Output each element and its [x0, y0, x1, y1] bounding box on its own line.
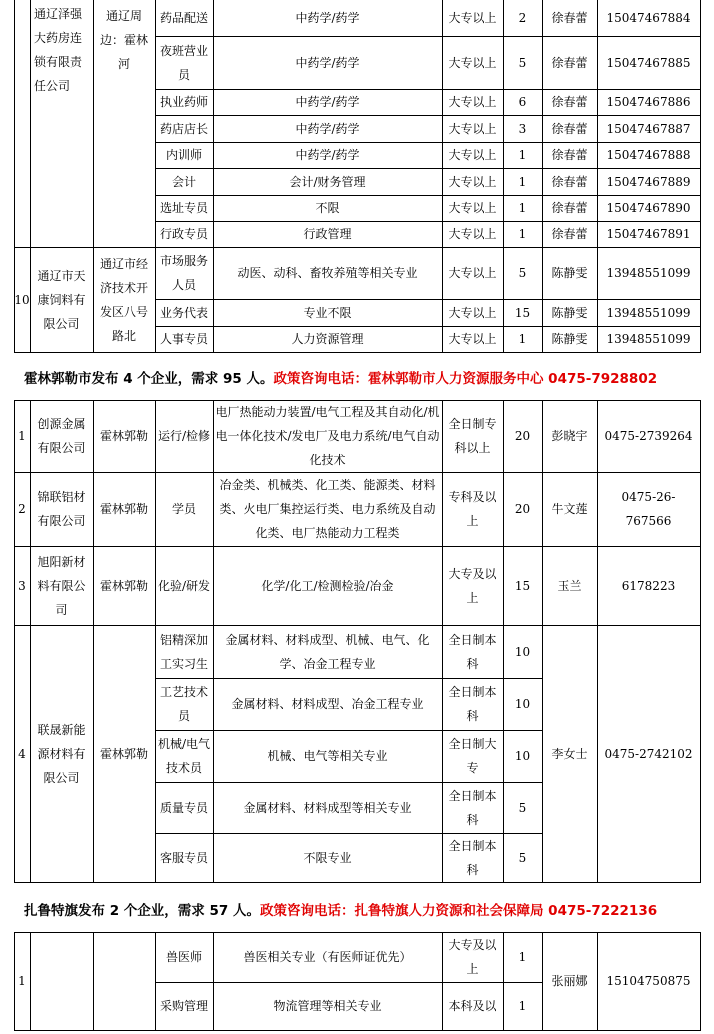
major-requirement: 兽医相关专业（有医师证优先） — [243, 950, 412, 964]
position-title: 业务代表 — [159, 305, 208, 320]
company-name: 锦联铝材有限公司 — [37, 490, 86, 528]
table-rule — [93, 932, 94, 1031]
position-title: 人事专员 — [159, 332, 208, 346]
contact-phone: 0475-26-767566 — [621, 490, 676, 528]
headcount: 5 — [518, 55, 527, 70]
table-rule — [155, 352, 701, 353]
position-title: 药店店长 — [159, 121, 208, 136]
headcount: 1 — [518, 201, 527, 215]
contact-person: 李女士 — [551, 746, 588, 761]
table-rule — [14, 882, 701, 883]
company-location: 霍林郭勒 — [99, 502, 148, 516]
headcount: 1 — [518, 999, 527, 1013]
contact-person: 张丽娜 — [551, 974, 588, 988]
contact-phone: 13948551099 — [606, 266, 691, 280]
position-title: 铝精深加工实习生 — [159, 632, 208, 671]
company-location: 通辽周边：霍林河 — [99, 9, 148, 71]
contact-person: 徐春蕾 — [551, 55, 588, 70]
position-title: 行政专员 — [159, 227, 208, 241]
row-index: 1 — [18, 974, 26, 988]
contact-person: 徐春蕾 — [551, 174, 588, 189]
contact-phone: 0475-2742102 — [604, 746, 693, 761]
contact-person: 徐春蕾 — [551, 148, 588, 162]
education-level: 大专以上 — [448, 95, 497, 109]
headcount: 15 — [514, 305, 531, 320]
major-requirement: 化学/化工/检测检验/冶金 — [261, 578, 394, 593]
contact-person: 彭晓宇 — [551, 429, 588, 443]
section-summary: 霍林郭勒市发布 4 个企业，需求 95 人。 — [24, 371, 274, 387]
contact-phone: 15047467884 — [606, 11, 691, 25]
headcount: 1 — [518, 174, 527, 189]
contact-person: 陈静雯 — [551, 266, 588, 280]
contact-person: 徐春蕾 — [551, 11, 588, 25]
contact-phone: 15047467887 — [606, 121, 691, 136]
major-requirement: 中药学/药学 — [295, 11, 360, 25]
major-requirement: 物流管理等相关专业 — [273, 999, 382, 1013]
headcount: 6 — [518, 95, 527, 109]
position-title: 客服专员 — [159, 850, 208, 865]
company-name: 旭阳新材料有限公司 — [37, 554, 86, 617]
major-requirement: 专业不限 — [303, 305, 352, 320]
row-index: 3 — [18, 578, 26, 593]
education-level: 全日制大专 — [448, 737, 497, 775]
company-name: 通辽市天康饲料有限公司 — [37, 268, 86, 331]
headcount: 3 — [518, 121, 527, 136]
education-level: 大专以上 — [448, 174, 497, 189]
contact-person: 徐春蕾 — [551, 201, 588, 215]
education-level: 全日制专科以上 — [448, 417, 497, 455]
headcount: 5 — [518, 850, 527, 865]
education-level: 大专以上 — [448, 55, 497, 70]
headcount: 20 — [514, 502, 531, 516]
position-title: 运行/检修 — [157, 429, 211, 443]
major-requirement: 中药学/药学 — [295, 95, 360, 109]
major-requirement: 机械、电气等相关专业 — [267, 749, 388, 763]
position-title: 学员 — [171, 502, 196, 516]
company-location: 通辽市经济技术开发区八号路北 — [99, 256, 148, 343]
education-level: 大专及以上 — [448, 938, 497, 976]
table-rule — [14, 0, 15, 248]
education-level: 大专以上 — [448, 11, 497, 25]
headcount: 10 — [514, 697, 531, 711]
major-requirement: 冶金类、机械类、化工类、能源类、材料类、火电厂集控运行类、电力系统及自动化类、电厂热能动力工程类 — [219, 478, 436, 540]
headcount: 15 — [514, 578, 531, 593]
contact-phone: 15047467886 — [606, 95, 691, 109]
company-location: 霍林郭勒 — [99, 746, 148, 761]
education-level: 专科及以上 — [448, 490, 497, 528]
headcount: 1 — [518, 950, 527, 964]
headcount: 1 — [518, 148, 527, 162]
education-level: 大专以上 — [448, 121, 497, 136]
company-name: 创源金属有限公司 — [37, 417, 86, 455]
position-title: 工艺技术员 — [159, 685, 208, 723]
table-rule — [700, 247, 701, 353]
position-title: 夜班营业员 — [159, 43, 208, 82]
education-level: 全日制本科 — [448, 632, 497, 671]
major-requirement: 中药学/药学 — [295, 148, 360, 162]
major-requirement: 会计/财务管理 — [289, 174, 366, 189]
position-title: 质量专员 — [159, 800, 208, 815]
position-title: 内训师 — [165, 148, 202, 162]
contact-person: 陈静雯 — [551, 332, 588, 346]
headcount: 5 — [518, 266, 527, 280]
position-title: 市场服务人员 — [159, 254, 208, 292]
headcount: 1 — [518, 227, 527, 241]
company-location: 霍林郭勒 — [99, 578, 148, 593]
contact-phone: 13948551099 — [606, 305, 691, 320]
contact-phone: 15047467891 — [606, 227, 691, 241]
headcount: 1 — [518, 332, 527, 346]
contact-phone: 0475-2739264 — [604, 429, 693, 443]
position-title: 会计 — [171, 174, 196, 189]
contact-phone: 15047467889 — [606, 174, 691, 189]
education-level: 大专以上 — [448, 201, 497, 215]
major-requirement: 行政管理 — [303, 227, 352, 241]
position-title: 兽医师 — [165, 950, 202, 964]
section-header — [24, 886, 714, 932]
policy-hotline: 政策咨询电话：扎鲁特旗人力资源和社会保障局 0475-7222136 — [259, 903, 658, 919]
row-index: 4 — [18, 746, 26, 761]
row-index: 2 — [18, 502, 26, 516]
education-level: 大专以上 — [448, 332, 497, 346]
contact-phone: 15104750875 — [606, 974, 691, 988]
position-title: 选址专员 — [159, 201, 208, 215]
table-rule — [700, 625, 701, 883]
education-level: 全日制本科 — [448, 838, 497, 877]
position-title: 执业药师 — [159, 95, 208, 109]
table-rule — [700, 0, 701, 248]
position-title: 化验/研发 — [157, 578, 211, 593]
headcount: 5 — [518, 800, 527, 815]
contact-person: 徐春蕾 — [551, 95, 588, 109]
education-level: 大专及以上 — [448, 566, 497, 605]
major-requirement: 金属材料、材料成型、机械、电气、化学、冶金工程专业 — [225, 632, 430, 671]
company-name: 联晟新能源材料有限公司 — [37, 722, 86, 785]
contact-person: 徐春蕾 — [551, 121, 588, 136]
major-requirement: 不限 — [315, 201, 340, 215]
position-title: 机械/电气技术员 — [157, 737, 211, 775]
contact-phone: 15047467890 — [606, 201, 691, 215]
education-level: 大专以上 — [448, 266, 497, 280]
contact-phone: 6178223 — [621, 578, 676, 593]
table-rule — [14, 352, 156, 353]
education-level: 全日制本科 — [448, 685, 497, 723]
headcount: 10 — [514, 644, 531, 659]
headcount: 20 — [514, 429, 531, 443]
policy-hotline: 政策咨询电话：霍林郭勒市人力资源服务中心 0475-7928802 — [273, 371, 658, 387]
section-summary: 扎鲁特旗发布 2 个企业，需求 57 人。 — [24, 903, 260, 919]
table-rule — [14, 1030, 701, 1031]
table-rule — [30, 932, 31, 1031]
education-level: 大专以上 — [448, 305, 497, 320]
education-level: 本科及以 — [448, 999, 497, 1013]
row-index: 1 — [18, 429, 26, 443]
education-level: 全日制本科 — [448, 788, 497, 827]
section-header — [24, 354, 714, 400]
major-requirement: 不限专业 — [303, 850, 352, 865]
major-requirement: 中药学/药学 — [295, 55, 360, 70]
major-requirement: 金属材料、材料成型等相关专业 — [243, 800, 412, 815]
company-location: 霍林郭勒 — [99, 429, 148, 443]
company-name: 通辽泽强大药房连锁有限责任公司 — [34, 7, 83, 93]
table-rule — [700, 400, 701, 626]
position-title: 药品配送 — [159, 11, 208, 25]
table-rule — [700, 932, 701, 1031]
major-requirement: 金属材料、材料成型、冶金工程专业 — [231, 697, 424, 711]
contact-phone: 15047467885 — [606, 55, 691, 70]
major-requirement: 人力资源管理 — [291, 332, 364, 346]
row-index: 10 — [14, 292, 30, 307]
contact-person: 牛文莲 — [551, 502, 588, 516]
contact-person: 陈静雯 — [551, 305, 588, 320]
major-requirement: 动医、动科、畜牧养殖等相关专业 — [237, 266, 418, 280]
contact-person: 玉兰 — [557, 578, 582, 593]
contact-person: 徐春蕾 — [551, 227, 588, 241]
major-requirement: 电厂热能动力装置/电气工程及其自动化/机电一体化技术/发电厂及电力系统/电气自动化技术 — [215, 405, 440, 467]
education-level: 大专以上 — [448, 227, 497, 241]
education-level: 大专以上 — [448, 148, 497, 162]
major-requirement: 中药学/药学 — [295, 121, 360, 136]
contact-phone: 15047467888 — [606, 148, 691, 162]
headcount: 10 — [514, 749, 531, 763]
headcount: 2 — [518, 11, 527, 25]
contact-phone: 13948551099 — [606, 332, 691, 346]
position-title: 采购管理 — [159, 999, 208, 1013]
